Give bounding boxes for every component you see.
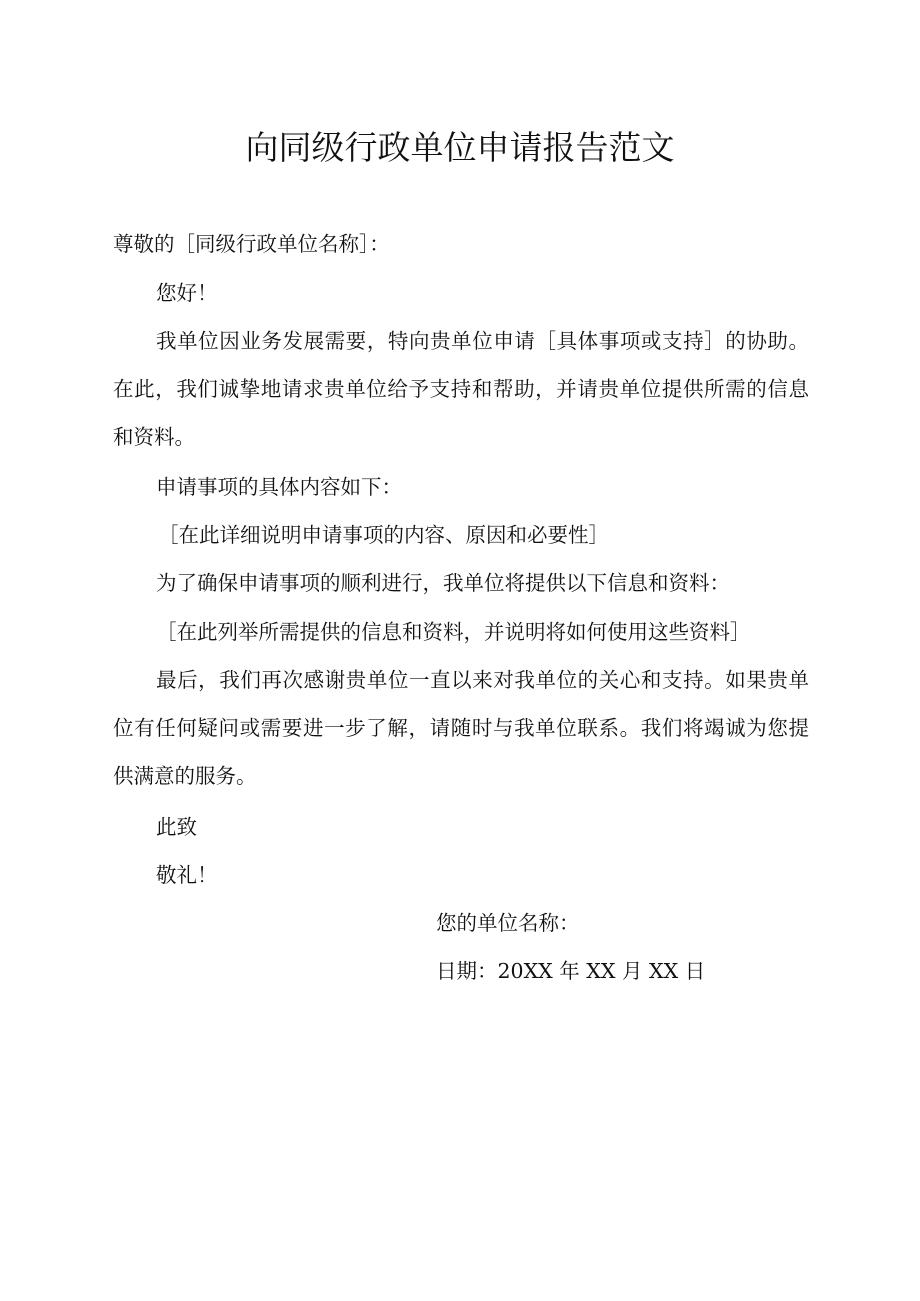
paragraph-details-intro: 申请事项的具体内容如下：	[156, 475, 402, 499]
document-title: 向同级行政单位申请报告范文	[245, 128, 675, 167]
greeting: 您好！	[156, 281, 218, 305]
paragraph-thanks: 最后，我们再次感谢贵单位一直以来对我单位的关心和支持。如果贵单位有任何疑问或需要进一步了解，请随时与我单位联系。我们将竭诚为您提供满意的服务。	[113, 668, 809, 788]
placeholder-details: ［在此详细说明申请事项的内容、原因和必要性］	[158, 523, 609, 547]
paragraph-materials-intro: 为了确保申请事项的顺利进行，我单位将提供以下信息和资料：	[156, 571, 730, 595]
placeholder-materials: ［在此列举所需提供的信息和资料，并说明将如何使用这些资料］	[156, 620, 751, 644]
salutation: 尊敬的［同级行政单位名称］：	[113, 232, 390, 256]
signature-date: 日期：20XX 年 XX 月 XX 日	[436, 959, 706, 983]
paragraph-request: 我单位因业务发展需要，特向贵单位申请［具体事项或支持］的协助。在此，我们诚挚地请求贵单位给予支持和帮助，并请贵单位提供所需的信息和资料。	[113, 329, 809, 449]
signature-name: 您的单位名称：	[436, 911, 580, 935]
closing-line-1: 此致	[156, 815, 197, 839]
closing-line-2: 敬礼！	[156, 863, 218, 887]
